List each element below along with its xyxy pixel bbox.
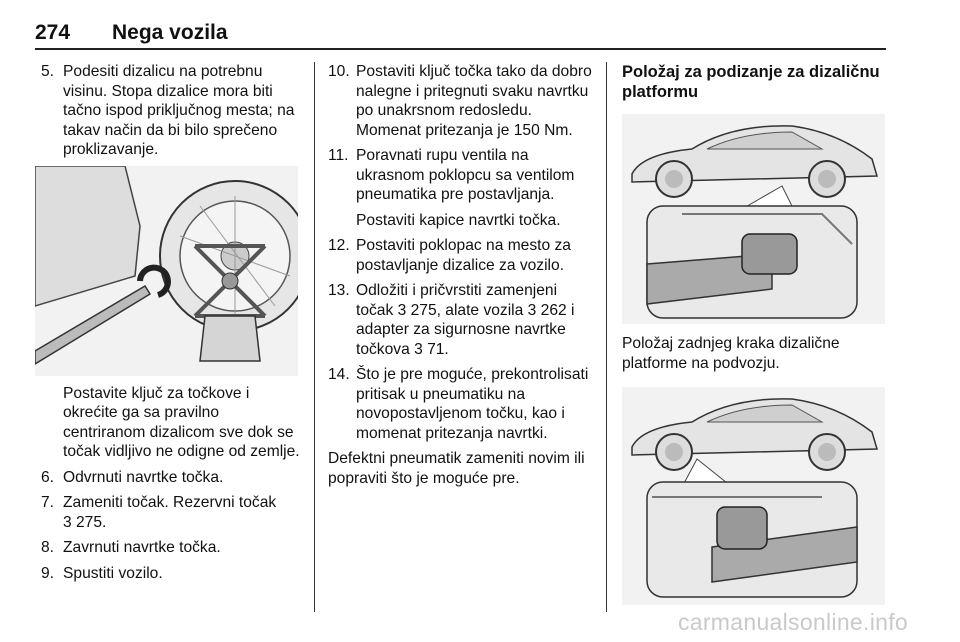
step-9 <box>35 564 300 584</box>
page-title: Nega vozila <box>112 21 228 44</box>
step-text: Podesiti dizalicu na potrebnu visinu. Stopa dizalice mora biti tačno ispod priključnog mesta; na takav način da bi bilo sprečeno proklizavanje. <box>63 63 295 158</box>
step-number: 8. <box>41 539 55 556</box>
lift-front-illustration <box>622 114 885 324</box>
step-number: 13. <box>328 282 350 299</box>
step-number: 14. <box>328 366 350 383</box>
step-6 <box>35 468 300 488</box>
step-text: Postaviti poklopac na mesto za postavljanje dizalice za vozilo. <box>356 237 571 274</box>
column-divider <box>606 62 607 612</box>
step-text: Spustiti vozilo. <box>63 564 163 582</box>
figure-caption: Položaj zadnjeg kraka dizalične platforme na podvozju. <box>622 335 840 372</box>
step-number: 7. <box>41 494 55 511</box>
step-number: 6. <box>41 468 55 486</box>
step-text: Poravnati rupu ventila na ukrasnom poklopcu sa ventilom pneumatika pre postavljanja. <box>356 147 575 203</box>
watermark: carmanualsonline.info <box>677 609 908 635</box>
column-1 <box>35 62 300 583</box>
step-number: 5. <box>41 63 55 80</box>
step-subtext: Postaviti kapice navrtki točka. <box>356 211 561 229</box>
step-number: 10. <box>328 63 350 80</box>
page-reference[interactable]: 3 275. <box>63 513 107 531</box>
step-7 <box>35 493 300 532</box>
step-text: Odložiti i pričvrstiti zamenjeni točak 3 275, alate vozila 3 262 i adapter za sigurnosne navrtke točkova 3 71. <box>356 282 575 358</box>
step-text: Zameniti točak. Rezervni točak <box>63 494 277 511</box>
column-2 <box>328 62 596 488</box>
figure-caption: Postavite ključ za točkove i okrećite ga sa pravilno centriranom dizalicom sve dok se točak vidljivo ne odigne od zemlje. <box>63 384 300 460</box>
step-10 <box>328 62 596 140</box>
step-text: Što je pre moguće, prekontrolisati pritisak u pneumatiku na novopostavljenom točku, kao i momenat pritezanja navrtki. <box>356 366 589 442</box>
step-text: Zavrnuti navrtke točka. <box>63 539 221 556</box>
step-text: Postaviti ključ točka tako da dobro nalegne i pritegnuti svaku navrtku po unakrsnom redosledu. Momenat pritezanja je 150 Nm. <box>356 63 592 139</box>
step-5 <box>35 62 300 160</box>
step-text: Odvrnuti navrtke točka. <box>63 468 224 486</box>
step-number: 12. <box>328 237 350 254</box>
closing-note: Defektni pneumatik zameniti novim ili popraviti što je moguće pre. <box>328 450 585 487</box>
step-8 <box>35 538 300 558</box>
step-14 <box>328 365 596 443</box>
step-11 <box>328 146 596 230</box>
step-number: 11. <box>328 147 349 164</box>
step-13 <box>328 281 596 359</box>
column-3 <box>622 62 887 605</box>
header-rule <box>35 48 886 50</box>
column-divider <box>314 62 315 612</box>
step-12 <box>328 236 596 275</box>
lift-rear-illustration <box>622 387 885 605</box>
step-number: 9. <box>41 564 55 582</box>
page-number: 274 <box>35 21 71 44</box>
section-heading: Položaj za podizanje za dizaličnu platformu <box>622 63 880 101</box>
jack-illustration <box>35 166 298 376</box>
